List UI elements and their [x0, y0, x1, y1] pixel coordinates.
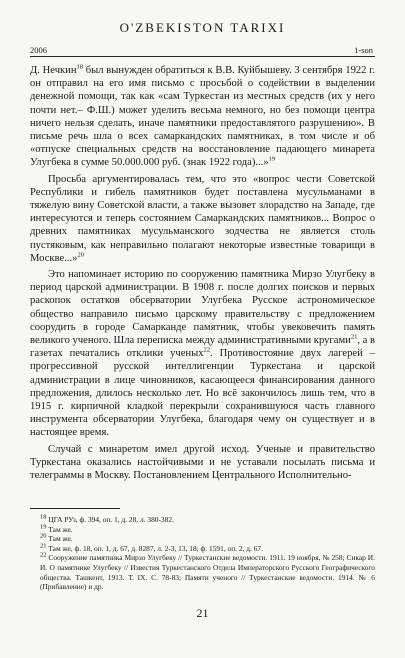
article-body	[30, 64, 375, 482]
paragraph-4	[30, 443, 375, 483]
footnote-ref: 21	[350, 333, 358, 341]
paragraph-1-text-a: Д. Нечкин	[30, 65, 77, 76]
footnote-text: Сооружение памятника Мирзо Улугбеку // Туркестанские ведомости. 1911. 19 ноября, № 258; Сикар И. И. О памятнике Улугбеку // Известия Туркестанского Отдела Императорского Русского Географического общества. Ташкент, 1913. Т. IX. С. 78-83; Памяти ученого // Туркестанские ведомости. 1914. № 6 (Прибавление) и др.	[40, 553, 375, 592]
footnotes	[40, 515, 375, 592]
footnote-text: ЦГА РУз, ф. 394, оп. 1, д. 28, л. 380-382.	[46, 515, 174, 524]
paragraph-3-text-b: , а в газетах печатались отклики ученых	[30, 335, 376, 360]
footnote-ref: 20	[77, 251, 84, 259]
footnote-ref: 19	[268, 155, 276, 163]
footnote-22	[40, 553, 375, 591]
footnote-number: 22	[40, 551, 47, 559]
footnote-18	[40, 515, 375, 525]
paragraph-4-text: Случай с минаретом имел другой исход. Ученые и правительство Туркестана оказались настойчивыми и не уставали посылать письма и телеграммы в Москву. Постановлением Центрального Исполнительно-	[30, 443, 375, 482]
running-header-year: 2006	[30, 45, 47, 55]
journal-title: O'ZBEKISTON TARIXI	[119, 20, 286, 35]
footnote-text: Там же, ф. 18, оп. 1, д. 67, д. 8287, л. 2-3, 13, 18; ф. 1591, оп. 2, д. 67.	[46, 543, 263, 553]
footnote-text: Там же.	[46, 534, 73, 544]
footnote-rule	[30, 508, 120, 509]
footnote-19	[40, 525, 375, 535]
page-number: 21	[196, 606, 209, 620]
paragraph-3	[30, 268, 375, 440]
footnote-number: 20	[40, 532, 47, 540]
footnote-number: 21	[40, 542, 47, 550]
header-rule	[30, 56, 375, 57]
paragraph-3-text-c: . Противостояние двух лагерей – прогрессивной русской интеллигенции Туркестана и царской администрации в лице чиновников, касающееся финансирования данного предложения, длилось несколько лет. Но всё закончилось лишь тем, что в 1915 г. кирпичной кладкой перекрыли сохранившуюся часть главного инструмента обсерватории Улугбека, благодаря чему он существует и в настоящее время.	[30, 348, 375, 439]
paragraph-2	[30, 173, 375, 265]
paragraph-1	[30, 64, 375, 170]
paragraph-1-text-b: был вынужден обратиться к В.В. Куйбышеву. 3 сентября 1922 г. он отправил на его имя письмо с просьбой о содействии в выделении денежной помощи, так как «сам Туркестан из местных средств (их у него почти нет.– Ф.Ш.) может уделить весьма немного, но без помощи центра ничего нельзя сделать, иначе памятники предоставлятого разрушению». В письме речь шла о всех самаркандских памятниках, в том числе и об «отпуске специальных средств на восстановление падающего минарета Улугбека в сумме 50.000.000 руб. (знак 1922 года)...»	[30, 65, 375, 169]
paragraph-3-text-a: Это напоминает историю по сооружению памятника Мирзо Улугбеку в период царской администрации. В 1908 г. после долгих поисков и первых раскопок остатков обсерватории Улугбека Русское астрономическое общество направило письмо царскому правительству с предложением соорудить в городе Самарканде памятник, чтобы увековечить память великого ученого. Шла переписка между административными кругами	[30, 269, 375, 347]
footnote-text: Там же.	[46, 524, 73, 534]
paragraph-2-text: Просьба аргументировалась тем, что это «вопрос чести Советской Республики и гибель памятников будет поставлена мусульманами в тяжелую вину Советской власти, а также вызовет злорадство на Западе, где интересуются и теперь состоянием Самаркандских памятников... Вопрос о древних памятниках мусульманского зодчества не является столь пустяковым, как неправильно полагают некоторые известные товарищи в Москве...»	[30, 173, 375, 264]
footnote-21	[40, 544, 375, 554]
footnote-ref: 22	[203, 346, 211, 354]
footnote-number: 18	[40, 513, 47, 521]
footnote-ref: 18	[76, 63, 84, 71]
footnote-20	[40, 534, 375, 544]
running-header-issue: 1-son	[354, 45, 373, 55]
footnote-number: 19	[40, 523, 47, 531]
